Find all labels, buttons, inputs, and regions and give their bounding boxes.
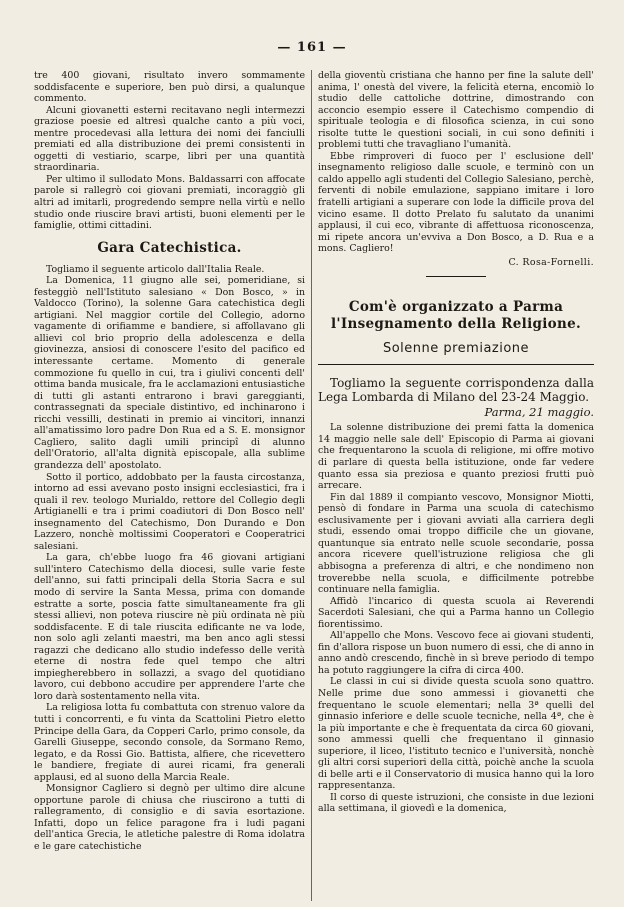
paragraph: Togliamo il seguente articolo dall'Italia Reale. <box>46 263 265 275</box>
paragraph: Il corso di queste istruzioni, che consiste in due lezioni alla settimana, il giovedì e la domenica, <box>318 791 594 815</box>
section-title-parma: Com'è organizzato a Parma l'Insegnamento della Religione. <box>331 299 581 333</box>
author-signature: C. Rosa-Fornelli. <box>508 256 594 268</box>
left-column <box>34 70 305 901</box>
divider <box>426 276 486 277</box>
paragraph: All'appello che Mons. Vescovo fece ai giovani studenti, fin d'allora rispose un buon numero di essi, che di anno in anno andò crescendo, finchè in sì breve periodo di tempo ha potuto raggiungere la cifra di circa 400. <box>318 630 594 676</box>
dateline: Parma, 21 maggio. <box>484 404 594 419</box>
paragraph: della gioventù cristiana che hanno per fine la salute dell' anima, l' onestà del vivere, la felicità eterna, encomiò lo studio delle cattoliche dottrine, dimostrando con acconcio esempio essere il Catechismo compendio di spirituale teologia e di filosofica scienza, in cui sono risolte tutte le questioni sociali, in cui sono definiti i problemi tutti che travagliano l'umanità. <box>318 70 594 151</box>
paragraph: La Domenica, 11 giugno alle sei, pomeridiane, si festeggiò nell'Istituto salesiano « Don Bosco, » in Valdocco (Torino), la solenne Gara catechistica degli artigiani. Nel maggior cortile del Collegio, adorno vagamente di orifiamme e bandiere, si affollavano gli allievi col brio proprio della adolescenza e della giovinezza, ansiosi di conoscere l'esito del pacifico ed interessante certame. Momento di generale commozione fu quello in cui, tra i giulivi concenti dell' ottima banda musicale, fra le acclamazioni entusiastiche di tutti gli astanti entrarono i bravi gareggianti, contrassegnati da speciale distintivo, ed inchinarono i ricchi vessilli, destinati in premio ai vincitori, innanzi all'amatissimo loro padre Don Rua ed a S. E. monsignor Cagliero, salito dagli umili principî di alunno dell'Oratorio, all'alta dignità episcopale, alla sublime grandezza dell' apostolato. <box>34 275 305 471</box>
paragraph: La solenne distribuzione dei premi fatta la domenica 14 maggio nelle sale dell' Episcopio di Parma ai giovani che frequentarono la scuola di religione, mi offre motivo di parlare di questa bella istituzione, onde far vedere quanto essa sia preziosa e quanto preziosi frutti può arrecare. <box>318 422 594 492</box>
paragraph: Affidò l'incarico di questa scuola ai Reverendi Sacerdoti Salesiani, che qui a Parma hanno un Collegio fiorentissimo. <box>318 595 594 630</box>
paragraph: La religiosa lotta fu combattuta con strenuo valore da tutti i concorrenti, e fu vinta da Scattolini Pietro eletto Principe della Gara, da Copperi Carlo, primo console, da Garelli Giuseppe, secondo console, da Sormano Remo, legato, e da Rossi Gio. Battista, alfiere, che ricevettero le bandiere, fregiate di aurei ricami, fra generali applausi, ed al suono della Marcia Reale. <box>34 702 305 783</box>
paragraph: Monsignor Cagliero si degnò per ultimo dire alcune opportune parole di chiusa che riuscirono a tutti di rallegramento, di consiglio e di savia esortazione. Infatti, dopo un felice paragone fra i ludi pagani dell'antica Grecia, le atletiche palestre di Roma idolatra e le gare catechistiche <box>34 783 305 852</box>
paragraph: Alcuni giovanetti esterni recitavano negli intermezzi graziose poesie ed altresì qualche canto a più voci, mentre procedevasi alla lettura dei nomi dei fanciulli premiati ed alla distribuzione dei premi consistenti in oggetti di vestiario, scarpe, libri per una quantità straordinaria. <box>34 104 305 174</box>
lead-paragraph: Togliamo la seguente corrispondenza dalla Lega Lombarda di Milano del 23-24 Maggio. <box>318 375 594 404</box>
paragraph: Per ultimo il sullodato Mons. Baldassarri con affocate parole si rallegrò coi giovani premiati, incoraggiò gli altri ad imitarli, progredendo sempre nella virtù e nello studio onde riuscire bravi artisti, buoni elementi per le famiglie, ottimi cittadini. <box>34 173 305 232</box>
paragraph: La gara, ch'ebbe luogo fra 46 giovani artigiani sull'intero Catechismo della diocesi, sulle varie feste dell'anno, sui fatti principali della Storia Sacra e sul modo di servire la Santa Messa, prima con domande estratte a sorte, poscia fatte simultaneamente fra gli stessi allievi, non poteva riuscire nè più ordinata nè più soddisfacente. E di tale riuscita edificante ne va lode, non solo agli zelanti maestri, ma ben anco agli stessi ragazzi che dedicano allo studio indefesso delle verità eterne di nostra fede quel tempo che altri impiegherebbero in sollazzi, a svago del quotidiano lavoro, cui debbono accudire per apprendere l'arte che loro darà sostentamento nella vita. <box>34 552 305 702</box>
page-number: — 161 — <box>277 40 347 55</box>
right-column <box>318 70 594 901</box>
column-divider <box>311 70 312 901</box>
section-subtitle: Solenne premiazione <box>382 341 530 357</box>
paragraph: Le classi in cui si divide questa scuola sono quattro. Nelle prime due sono ammessi i giovanetti che frequentano le scuole elementari; nella 3ª quelli del ginnasio inferiore e delle scuole tecniche, nella 4ª, che è la più importante e che è frequentata da circa 60 giovani, sono ammessi quelli che frequentano il ginnasio superiore, il liceo, l'istituto tecnico e l'università, nonchè gli altri corsi superiori della città, poichè anche la scuola di belle arti e il Conservatorio di musica hanno qui la loro rappresentanza. <box>318 676 594 792</box>
paragraph: Sotto il portico, addobbato per la fausta circostanza, intorno ad essi avevano posto insigni ecclesiastici, fra i quali il rev. teologo Murialdo, rettore del Collegio degli Artigianelli e tra i primi coadiutori di Don Bosco nell' insegnamento del Catechismo, Don Durando e Don Lazzero, nonchè moltissimi Cooperatori e Cooperatrici salesiani. <box>34 471 305 552</box>
paragraph: Fin dal 1889 il compianto vescovo, Monsignor Miotti, pensò di fondare in Parma una scuola di catechismo esclusivamente per i giovani avviati alla carriera degli studi, essendo omai troppo difficile che un giovane, quantunque sia entrato nelle scuole secondarie, possa ancora ricevere quell'istruzione religiosa che gli abbisogna a preferenza di altri, e che nondimeno non troverebbe nella scuola, e difficilmente potrebbe continuare nella famiglia. <box>318 491 594 596</box>
paragraph: tre 400 giovani, risultato invero sommamente soddisfacente e superiore, ben può dirsi, a qualunque commento. <box>34 70 305 105</box>
paragraph: Ebbe rimproveri di fuoco per l' esclusione dell' insegnamento religioso dalle scuole, e terminò con un caldo appello agli studenti del Collegio Salesiano, perchè, ferventi di nobile emulazione, sappiano imitare i loro fratelli artigiani a superare con lode la difficile prova del vicino esame. Il dotto Prelato fu salutato da unanimi applausi, il cui eco, vibrante di affettuosa riconoscenza, mi ripete ancora un'evviva a Don Bosco, a D. Rua e a mons. Cagliero! <box>318 150 594 255</box>
section-title-gara: Gara Catechistica. <box>97 239 242 256</box>
divider <box>318 364 594 365</box>
